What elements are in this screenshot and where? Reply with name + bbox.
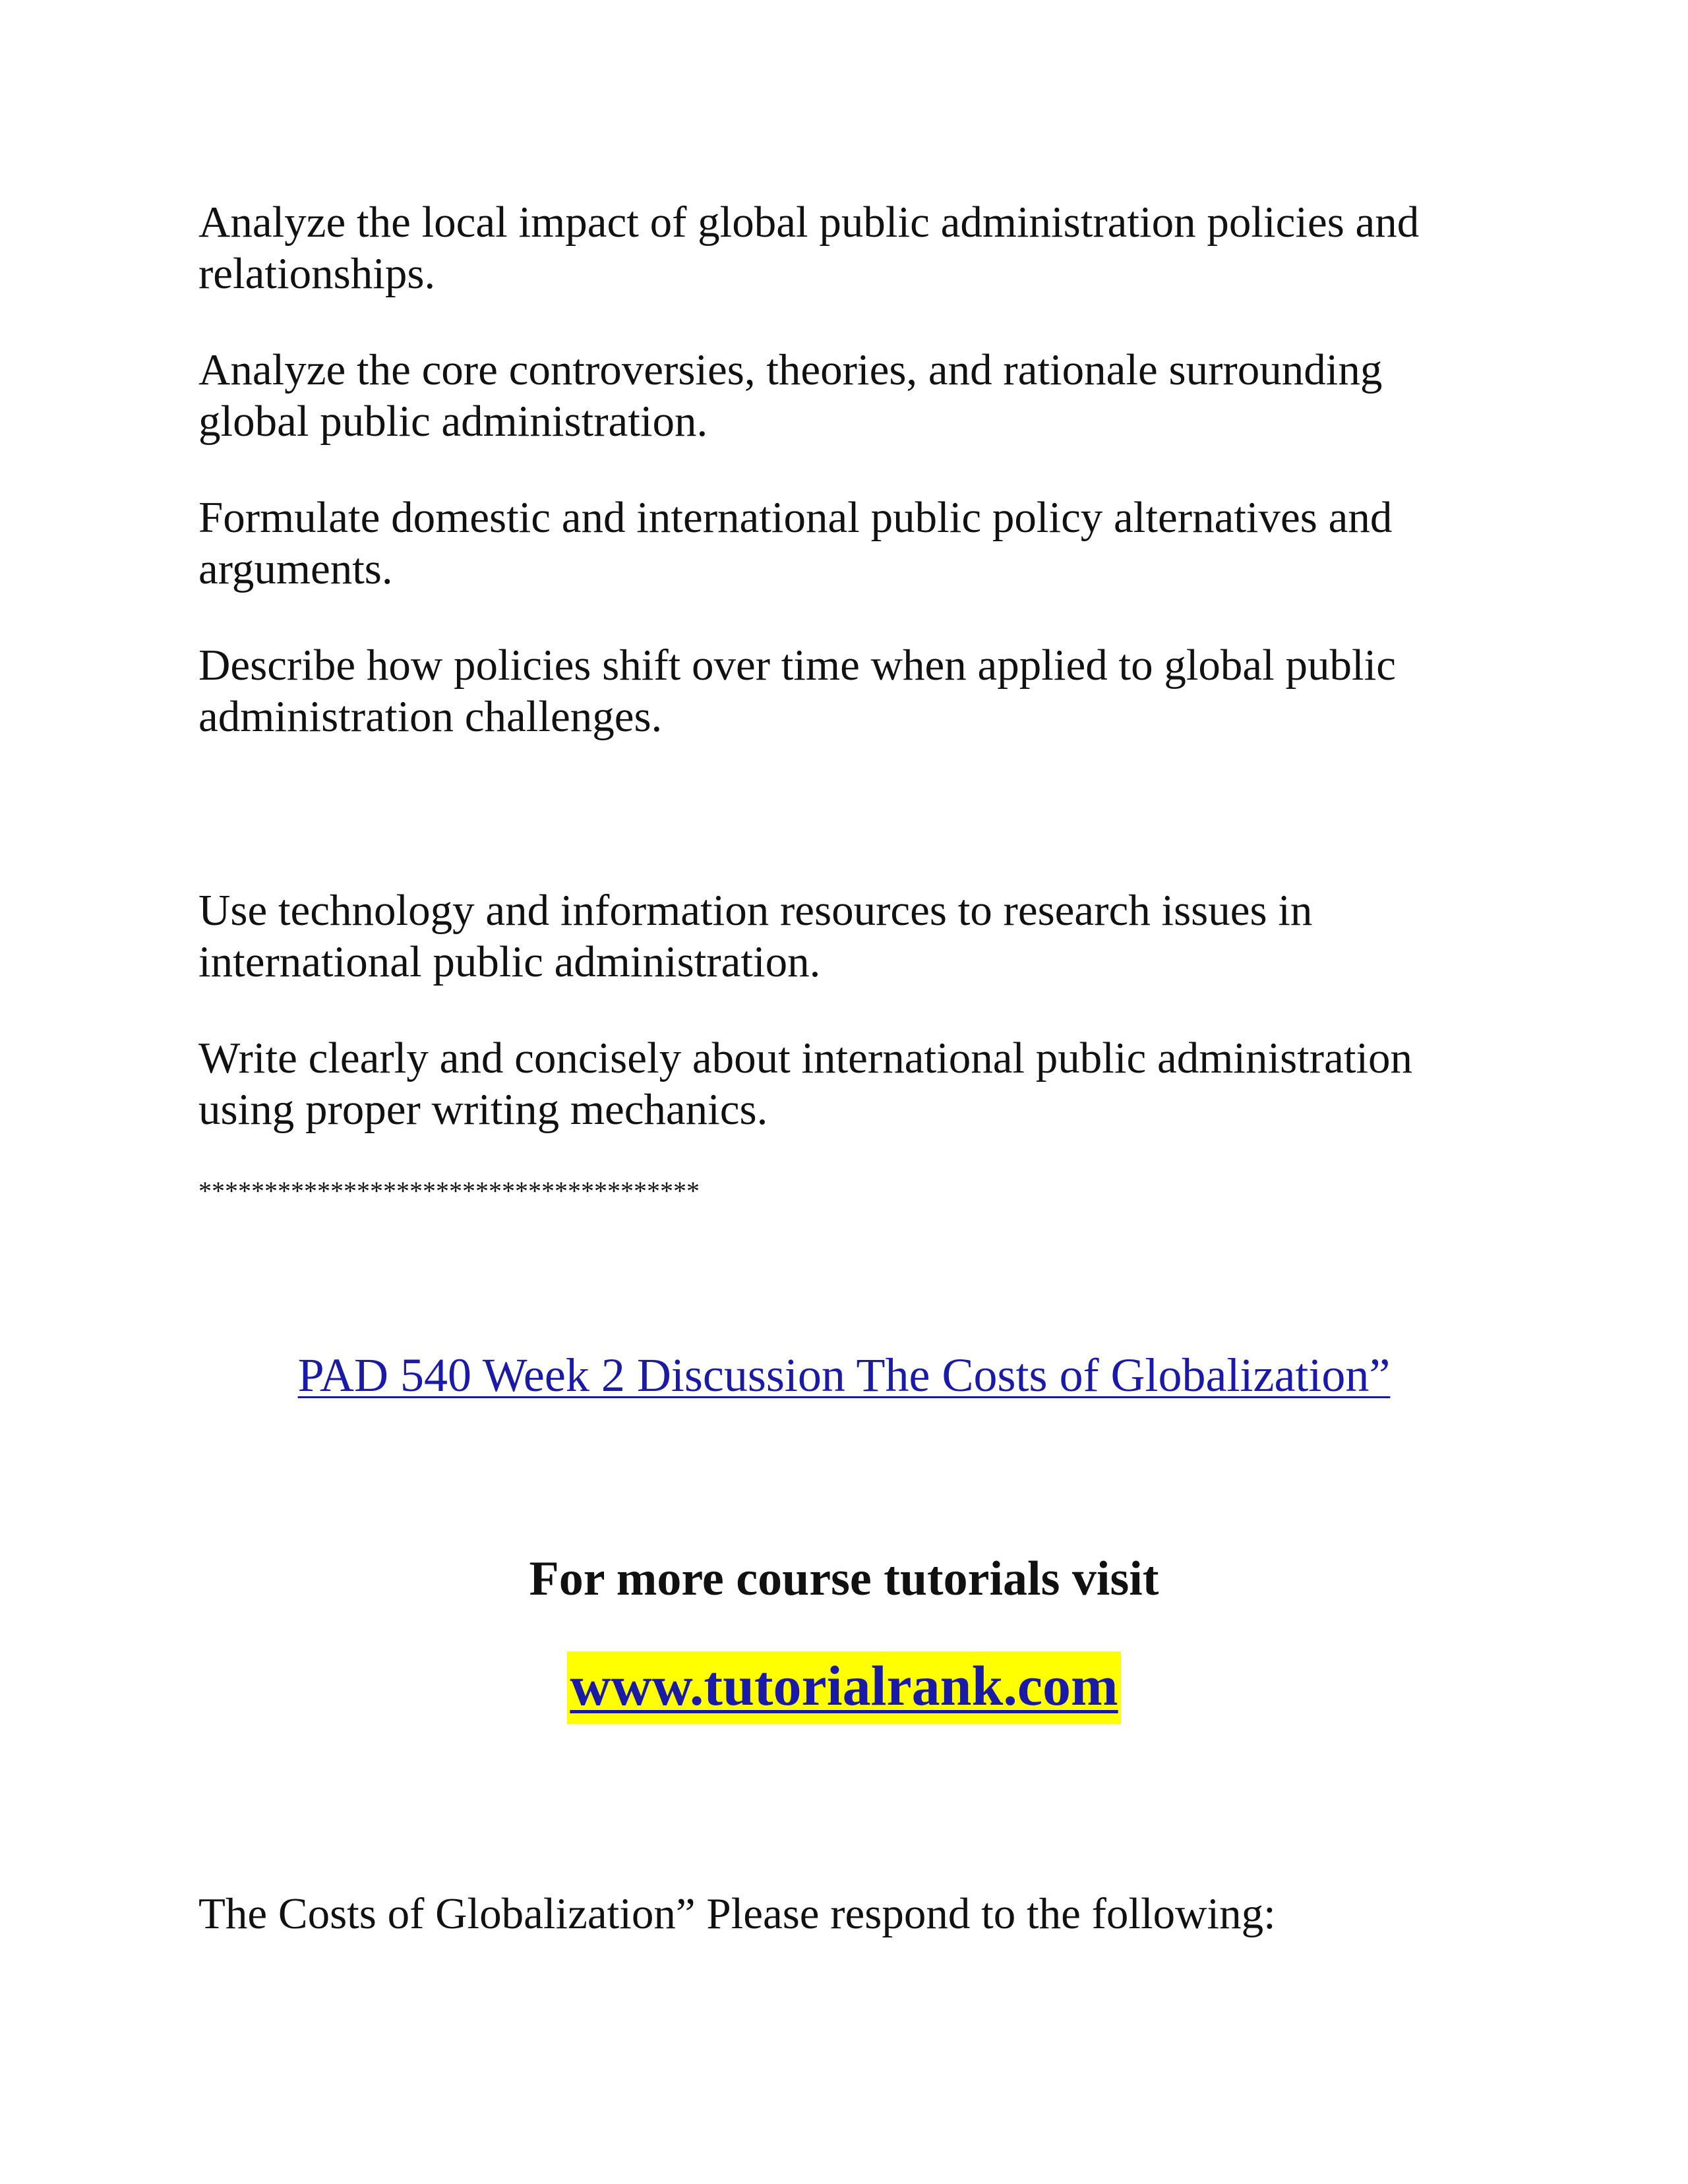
promo-link-row [0,1651,1688,1724]
objective-paragraph-5 [198,885,1517,988]
objective-paragraph-1 [198,196,1517,299]
objective-1-line-1: Analyze the local impact of global public administration policies and [198,198,1420,247]
objective-paragraph-4 [198,639,1517,742]
objective-2-line-1: Analyze the core controversies, theories, and rationale surrounding [198,345,1383,394]
objective-paragraph-6 [198,1032,1517,1135]
objective-3-line-2: arguments. [198,545,393,593]
objective-4-line-2: administration challenges. [198,692,663,741]
tutorialrank-link[interactable]: www.tutorialrank.com [567,1651,1120,1724]
asterisk-separator: ************************************** [198,1176,700,1206]
objective-5-line-1: Use technology and information resources to research issues in [198,886,1313,935]
discussion-link-row [0,1347,1688,1403]
promo-heading: For more course tutorials visit [529,1552,1159,1606]
objective-4-line-1: Describe how policies shift over time when applied to global public [198,641,1397,690]
objective-3-line-1: Formulate domestic and international public policy alternatives and [198,493,1393,542]
objective-paragraph-3 [198,492,1517,595]
objective-2-line-2: global public administration. [198,397,708,446]
discussion-link[interactable]: PAD 540 Week 2 Discussion The Costs of Globalization” [297,1349,1391,1402]
objective-paragraph-2 [198,344,1517,447]
objective-6-line-1: Write clearly and concisely about international public administration [198,1034,1413,1082]
objective-6-line-2: using proper writing mechanics. [198,1085,768,1134]
objective-1-line-2: relationships. [198,249,436,298]
discussion-prompt: The Costs of Globalization” Please respond to the following: [198,1889,1276,1938]
objective-5-line-2: international public administration. [198,937,821,986]
